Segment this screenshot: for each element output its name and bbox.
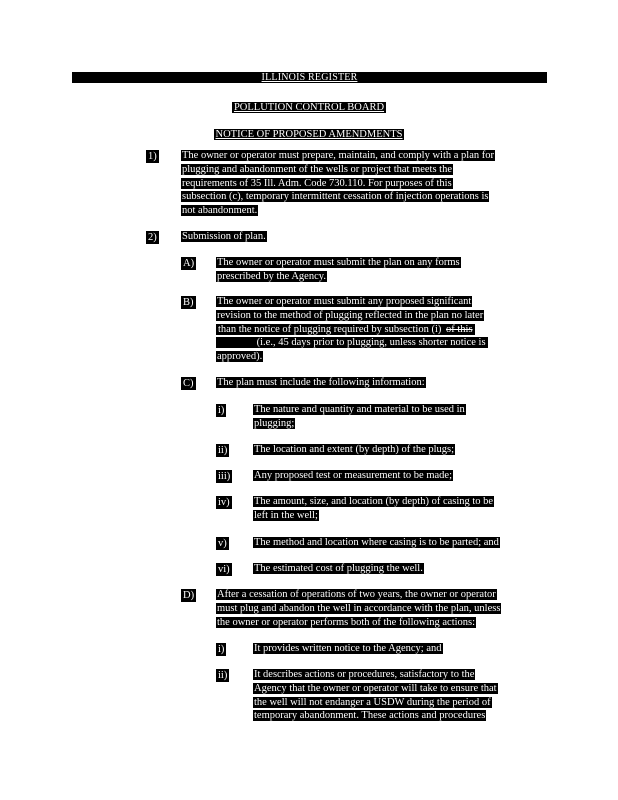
item-C-label: C) (183, 378, 194, 389)
register-title: ILLINOIS REGISTER (261, 72, 358, 83)
item-C-iii-text: Any proposed test or measurement to be made; (254, 470, 452, 481)
item-1-text: The owner or operator must prepare, maintain, and comply with a plan for plugging and abandonment of the wells or project that meets the requirements of 35 Ill. Adm. Code 730.110. For purposes of this subsection (c), temporary intermittent cessation of injection operations is not abandonment. (182, 150, 494, 217)
item-C-iii-label: iii) (218, 471, 231, 482)
item-C-text: The plan must include the following information: (217, 377, 425, 388)
item-2-text: Submission of plan. (182, 231, 266, 242)
board-title: POLLUTION CONTROL BOARD (233, 102, 385, 113)
item-C-vi-label: vi) (218, 564, 230, 575)
item-C-v-label: v) (218, 538, 227, 549)
item-A-label: A) (183, 258, 195, 269)
item-D-label: D) (183, 590, 195, 601)
deleted-word-mark (217, 339, 253, 347)
item-B-text: The owner or operator must submit any proposed significant revision to the method of plugging reflected in the plan no later than the notice of plugging required by subsection (i) of this (i.e., 45 days prior to plugging, unless shorter notice is approved). (217, 296, 486, 363)
struck-text: of this (446, 323, 473, 335)
item-B-label: B) (183, 297, 194, 308)
item-D-i-label: i) (218, 644, 225, 655)
item-D-i-text: It provides written notice to the Agency; and (254, 643, 442, 654)
item-2-label: 2) (148, 232, 157, 243)
item-C-iv-text: The amount, size, and location (by depth) of casing to be left in the well; (254, 496, 494, 521)
item-C-i-label: i) (218, 405, 225, 416)
item-D-ii-text: It describes actions or procedures, satisfactory to the Agency that the owner or operator will take to ensure that the well will not endanger a USDW during the period of temporary abandonment. These actions and procedures (254, 669, 497, 722)
item-D-text: After a cessation of operations of two years, the owner or operator must plug and abandon the well in accordance with the plan, unless the owner or operator performs both of the following actions: (217, 589, 501, 628)
item-C-i-text: The nature and quantity and material to be used in plugging; (254, 404, 465, 429)
item-D-ii-label: ii) (218, 670, 228, 681)
notice-title: NOTICE OF PROPOSED AMENDMENTS (215, 129, 403, 140)
item-C-ii-label: ii) (218, 445, 228, 456)
item-C-v-text: The method and location where casing is to be parted; and (254, 537, 499, 548)
item-C-ii-text: The location and extent (by depth) of the plugs; (254, 444, 455, 455)
item-C-vi-text: The estimated cost of plugging the well. (254, 563, 423, 574)
item-A-text: The owner or operator must submit the plan on any forms prescribed by the Agency. (217, 257, 460, 282)
register-header-bar (72, 72, 547, 83)
item-1-label: 1) (148, 151, 157, 162)
item-C-iv-label: iv) (218, 497, 230, 508)
